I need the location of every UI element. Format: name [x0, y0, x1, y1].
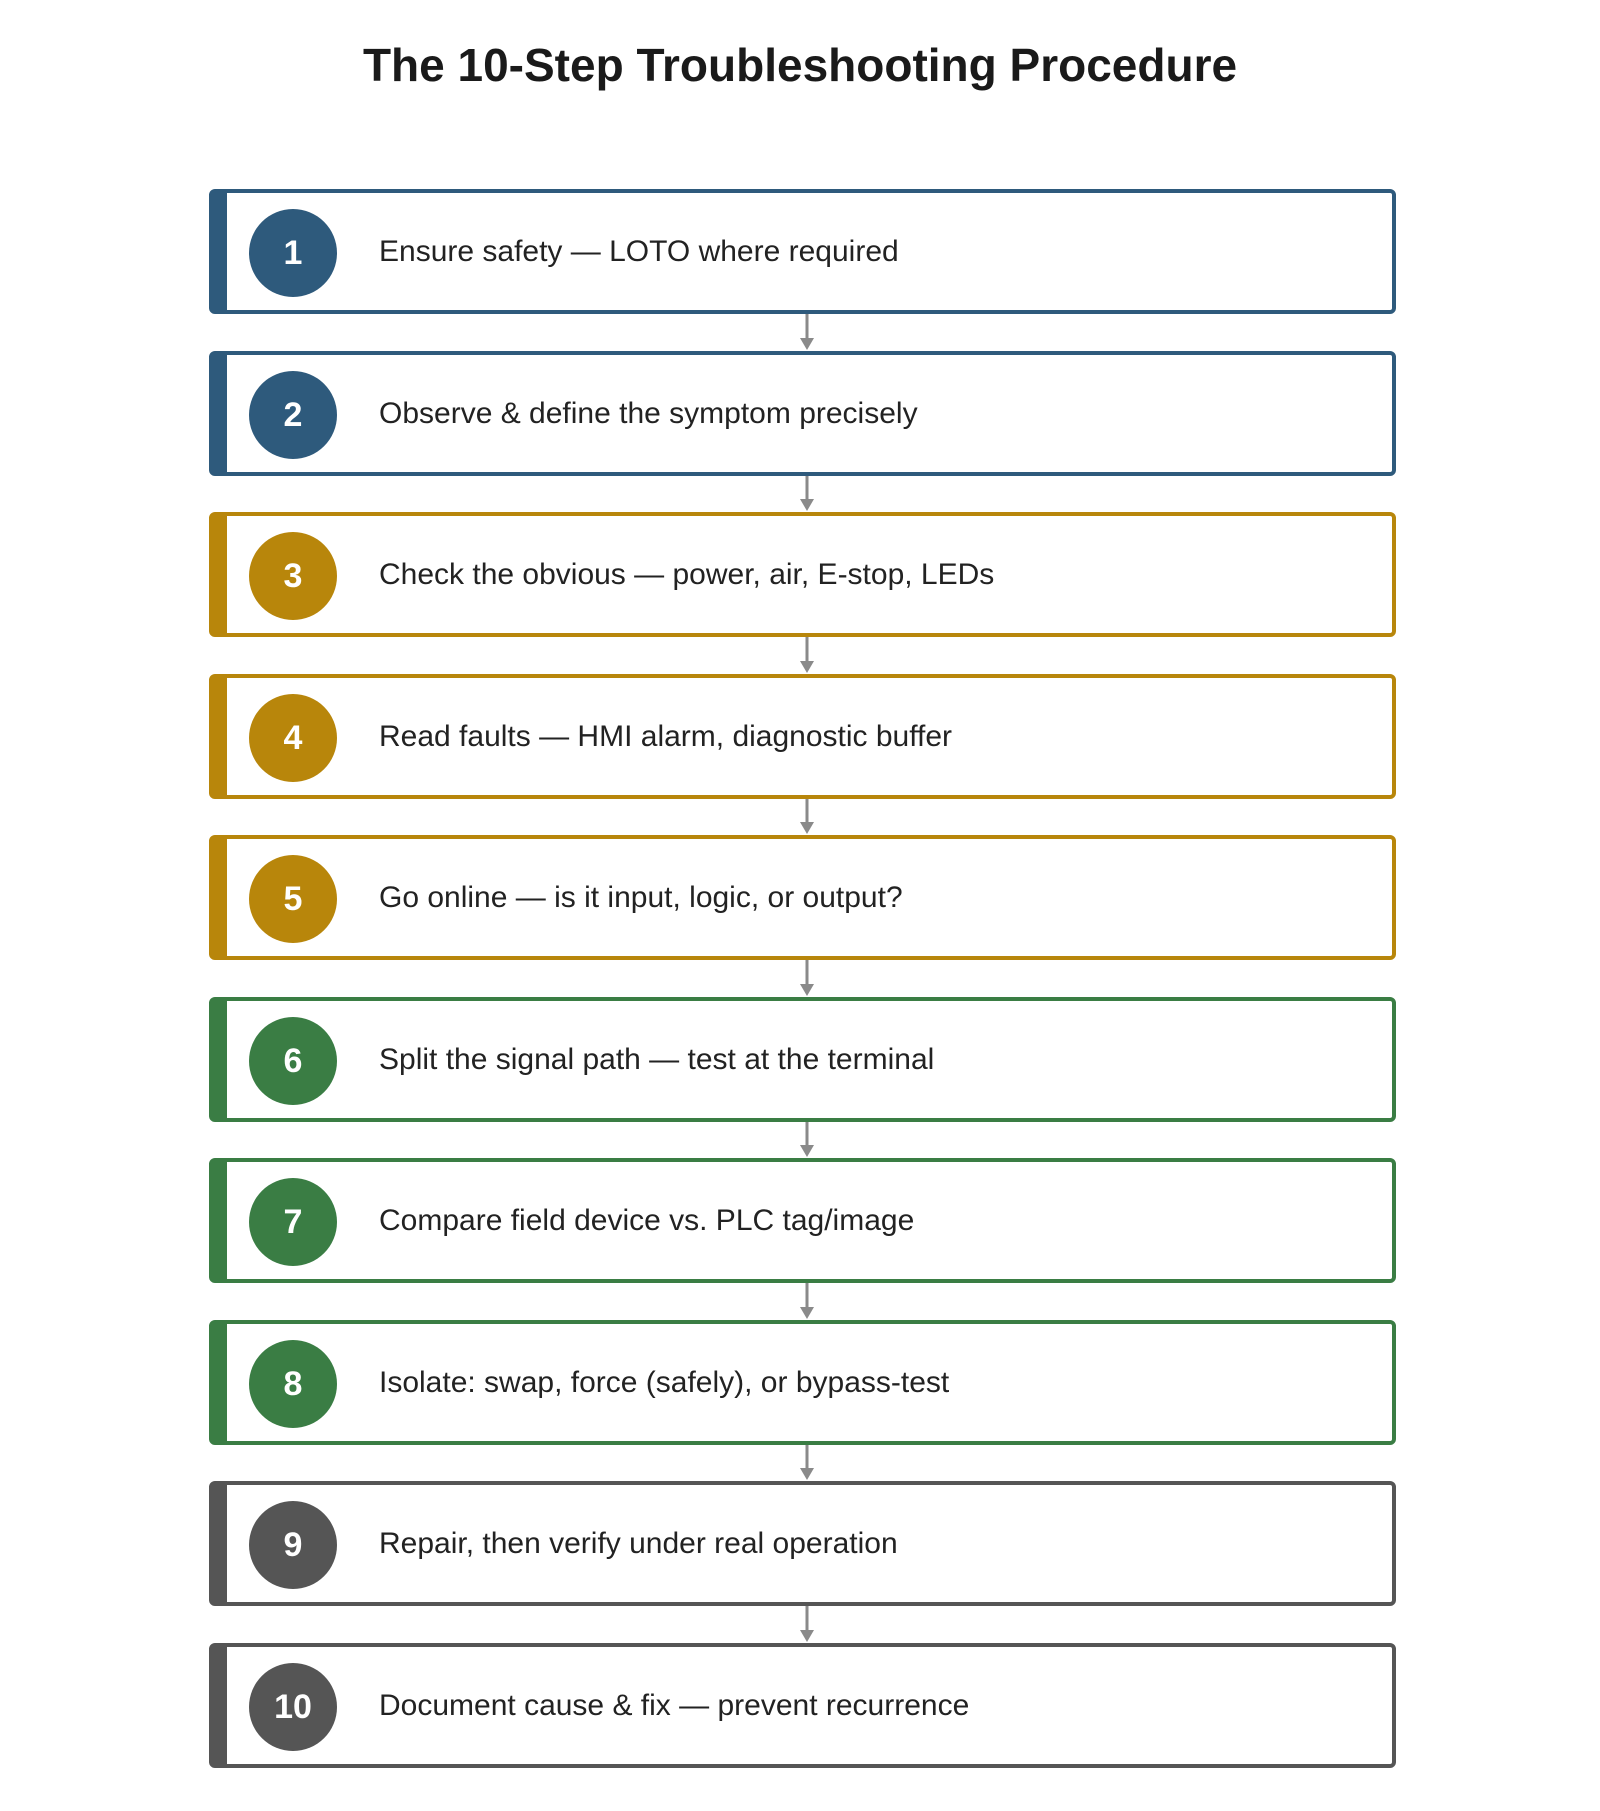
step-label: Read faults — HMI alarm, diagnostic buffer — [379, 719, 953, 753]
step-box-4 — [209, 674, 1396, 799]
arrow-down-icon — [800, 499, 814, 511]
step-label: Isolate: swap, force (safely), or bypass-test — [379, 1365, 950, 1399]
step-box-3 — [209, 512, 1396, 637]
step-number-badge: 1 — [249, 209, 337, 297]
step-number-badge: 6 — [249, 1017, 337, 1105]
step-label: Compare field device vs. PLC tag/image — [379, 1203, 915, 1237]
step-box-5 — [209, 835, 1396, 960]
step-label: Go online — is it input, logic, or output? — [379, 880, 903, 914]
arrow-down-icon — [800, 822, 814, 834]
step-number-badge: 7 — [249, 1178, 337, 1266]
arrow-down-icon — [800, 338, 814, 350]
step-box-9 — [209, 1481, 1396, 1606]
step-box-1 — [209, 189, 1396, 314]
arrow-down-icon — [800, 1630, 814, 1642]
step-number-badge: 3 — [249, 532, 337, 620]
step-label: Split the signal path — test at the terminal — [379, 1042, 935, 1076]
step-label: Repair, then verify under real operation — [379, 1526, 898, 1560]
step-label: Ensure safety — LOTO where required — [379, 234, 899, 268]
step-box-6 — [209, 997, 1396, 1122]
arrow-down-icon — [800, 984, 814, 996]
step-box-7 — [209, 1158, 1396, 1283]
arrow-down-icon — [800, 661, 814, 673]
step-label: Document cause & fix — prevent recurrence — [379, 1688, 970, 1722]
step-number-badge: 9 — [249, 1501, 337, 1589]
step-box-2 — [209, 351, 1396, 476]
step-number-badge: 2 — [249, 371, 337, 459]
arrow-down-icon — [800, 1145, 814, 1157]
step-number-badge: 8 — [249, 1340, 337, 1428]
step-number-badge: 4 — [249, 694, 337, 782]
step-label: Check the obvious — power, air, E-stop, LEDs — [379, 557, 995, 591]
diagram-title: The 10-Step Troubleshooting Procedure — [362, 39, 1238, 91]
step-number-badge: 10 — [249, 1663, 337, 1751]
step-box-10 — [209, 1643, 1396, 1768]
step-label: Observe & define the symptom precisely — [379, 396, 918, 430]
arrow-down-icon — [800, 1468, 814, 1480]
step-box-8 — [209, 1320, 1396, 1445]
step-number-badge: 5 — [249, 855, 337, 943]
arrow-down-icon — [800, 1307, 814, 1319]
